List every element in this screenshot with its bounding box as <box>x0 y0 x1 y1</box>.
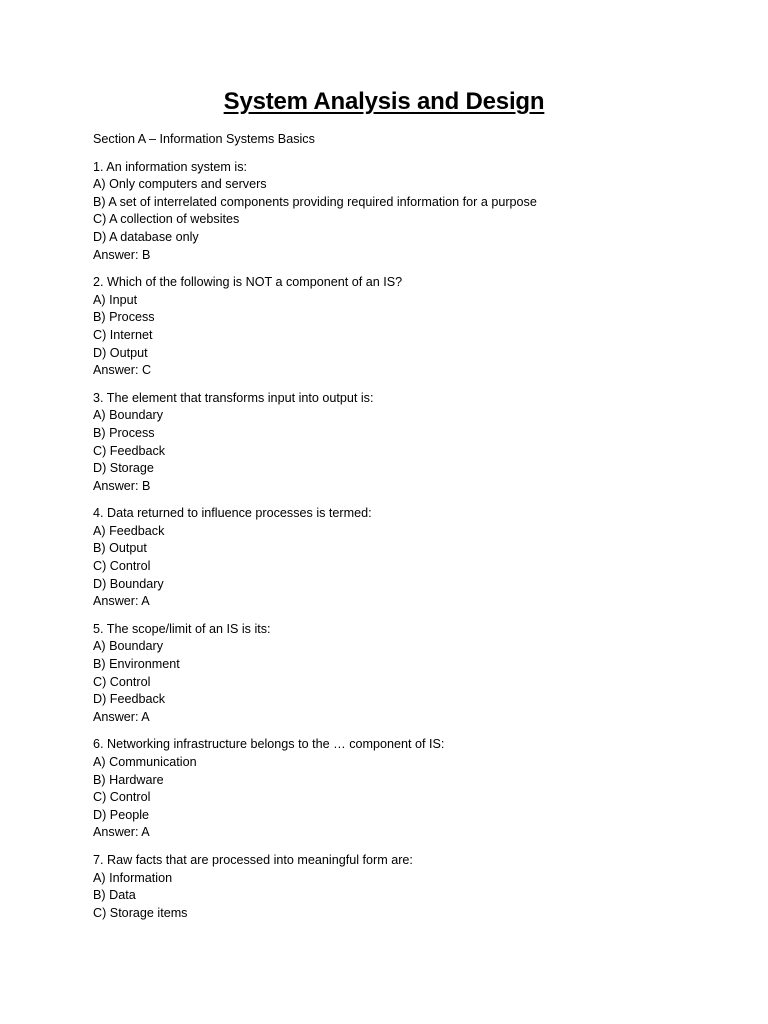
question-option: B) Process <box>93 425 155 440</box>
question-option: D) Feedback <box>93 692 166 707</box>
question-option: B) Process <box>93 310 155 325</box>
question-prompt: 4. Data returned to influence processes is termed: <box>93 506 372 521</box>
question-3 <box>93 390 733 496</box>
question-7 <box>93 852 733 922</box>
question-answer: Answer: C <box>93 363 152 378</box>
question-answer: Answer: A <box>93 709 150 724</box>
question-4 <box>93 505 733 611</box>
question-option: D) Output <box>93 345 148 360</box>
question-option: C) Internet <box>93 327 153 342</box>
question-option: B) Output <box>93 541 147 556</box>
question-option: C) A collection of websites <box>93 212 240 227</box>
question-option: D) People <box>93 807 150 822</box>
question-option: A) Boundary <box>93 639 164 654</box>
question-1 <box>93 159 733 265</box>
question-prompt: 5. The scope/limit of an IS is its: <box>93 621 271 636</box>
question-prompt: 2. Which of the following is NOT a component of an IS? <box>93 275 403 290</box>
question-answer: Answer: B <box>93 478 151 493</box>
question-prompt: 7. Raw facts that are processed into meaningful form are: <box>93 852 413 867</box>
question-prompt: 1. An information system is: <box>93 159 247 174</box>
question-option: A) Feedback <box>93 523 165 538</box>
section-heading: Section A – Information Systems Basics <box>93 132 315 146</box>
question-6 <box>93 736 733 842</box>
question-option: B) Environment <box>93 657 180 672</box>
question-option: A) Information <box>93 870 173 885</box>
question-option: B) A set of interrelated components providing required information for a purpose <box>93 194 537 209</box>
question-option: D) A database only <box>93 229 199 244</box>
question-answer: Answer: A <box>93 825 150 840</box>
question-answer: Answer: A <box>93 594 150 609</box>
question-option: C) Control <box>93 790 151 805</box>
question-option: A) Communication <box>93 755 197 769</box>
question-prompt: 3. The element that transforms input into output is: <box>93 390 374 405</box>
question-option: A) Only computers and servers <box>93 177 267 192</box>
question-option: C) Storage items <box>93 905 188 920</box>
question-option: A) Boundary <box>93 408 164 423</box>
question-option: C) Control <box>93 559 151 574</box>
question-option: D) Storage <box>93 461 154 476</box>
document-title: System Analysis and Design <box>223 88 545 115</box>
document-body <box>93 131 733 932</box>
question-option: A) Input <box>93 292 138 307</box>
question-answer: Answer: B <box>93 247 151 262</box>
question-option: C) Control <box>93 674 151 689</box>
question-5 <box>93 621 733 727</box>
question-option: D) Boundary <box>93 576 164 591</box>
question-option: B) Data <box>93 888 136 903</box>
question-option: B) Hardware <box>93 772 164 787</box>
question-prompt: 6. Networking infrastructure belongs to the … component of IS: <box>93 737 445 752</box>
question-2 <box>93 274 733 380</box>
question-option: C) Feedback <box>93 443 166 458</box>
